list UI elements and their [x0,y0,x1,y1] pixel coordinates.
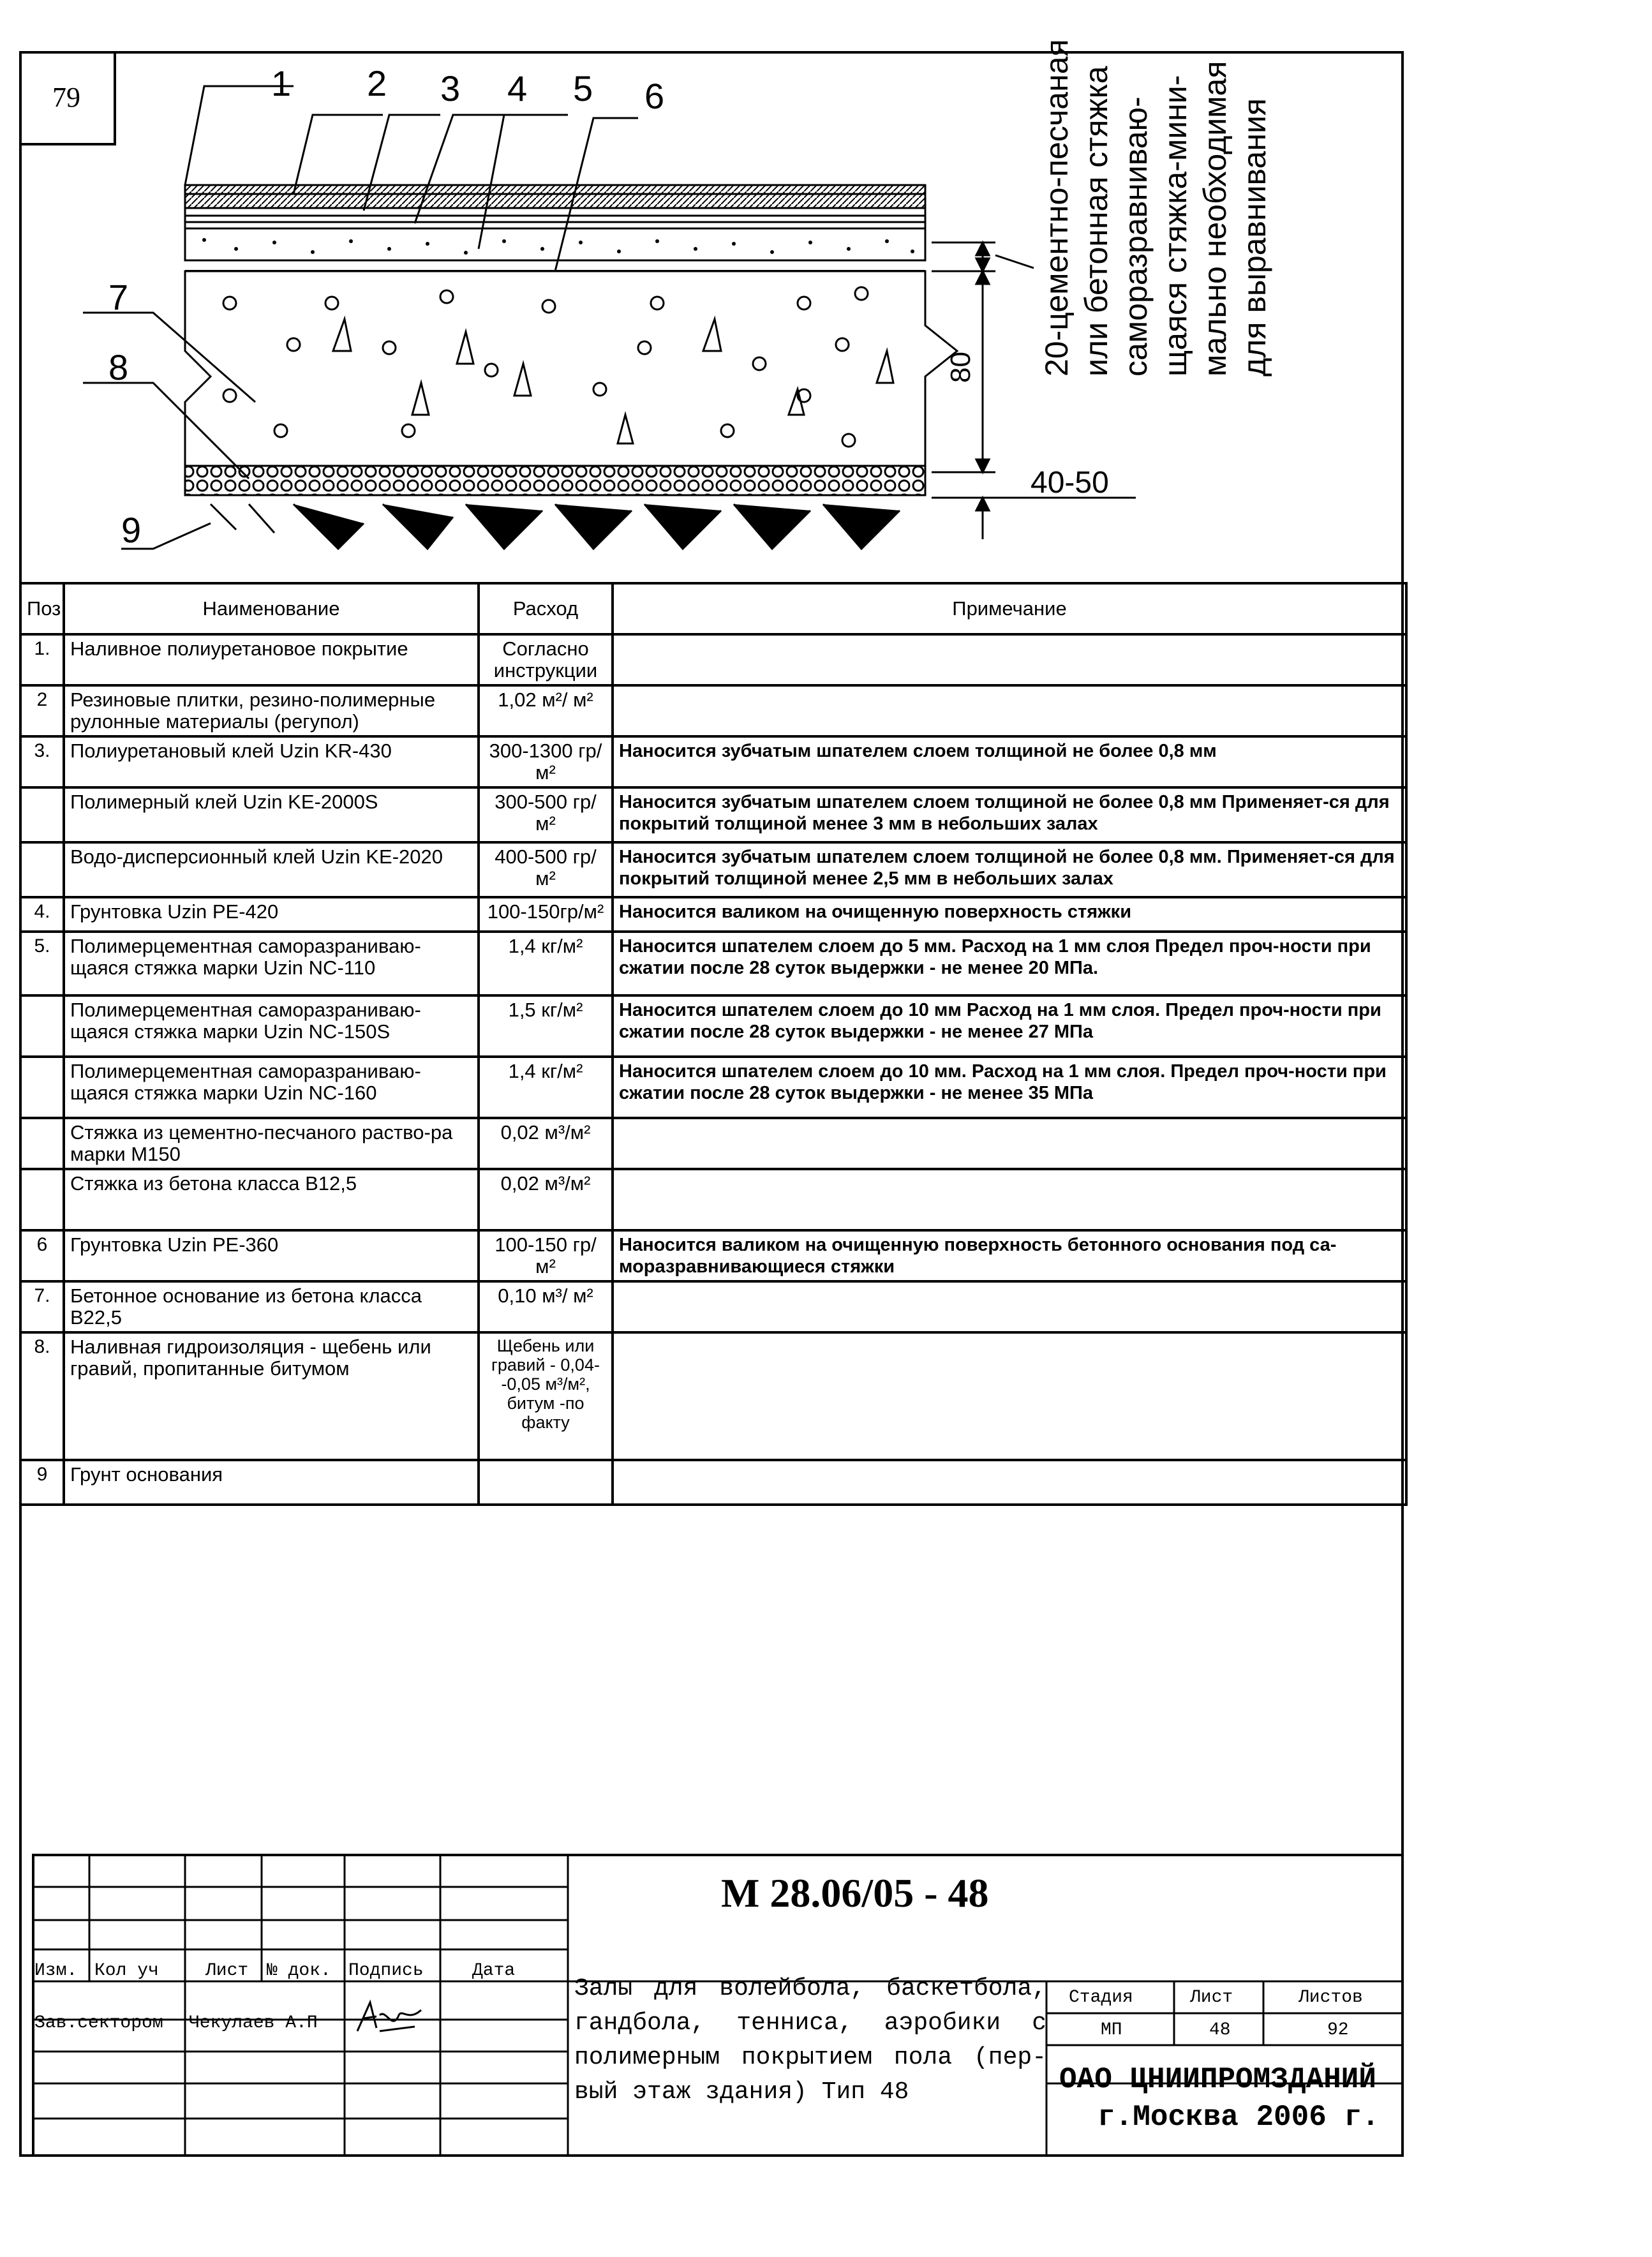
table-row [20,1281,1406,1332]
side-note-line: или бетонная стяжка [1078,66,1114,376]
dim-40-50: 40-50 [1031,466,1109,500]
table-row [20,634,1406,685]
row-rate: Щебень или гравий - 0,04--0,05 м³/м², битум -по факту [479,1332,613,1460]
row-name: Полиуретановый клей Uzin KR-430 [64,736,479,787]
label-9: 9 [121,510,142,550]
row-pos: 7. [20,1281,64,1332]
layer-3-adhesive [185,208,925,228]
sheets-value: 92 [1327,2020,1349,2040]
row-rate: 100-150 гр/м² [479,1230,613,1281]
stage-header: Стадия [1069,1988,1133,2007]
col-ndoc: № док. [267,1961,331,1981]
side-note [1037,39,1272,376]
row-note [613,685,1406,736]
table-row [20,1460,1406,1505]
label-4: 4 [507,68,528,108]
row-name: Полимерцементная саморазраниваю-щаяся стяжка марки Uzin NC-160 [64,1057,479,1118]
row-note: Наносится валиком на очищенную поверхность бетонного основания под са-моразравнивающиеся стяжки [613,1230,1406,1281]
row-pos: 5. [20,932,64,995]
org-name: ОАО ЦНИИПРОМЗДАНИЙ [1059,2063,1376,2096]
label-5: 5 [573,68,593,108]
table-row [20,736,1406,787]
table-row [20,842,1406,897]
table-row [20,1230,1406,1281]
row-name: Полимерцементная саморазраниваю-щаяся стяжка марки Uzin NC-110 [64,932,479,995]
row-note: Наносится зубчатым шпателем слоем толщиной не более 0,8 мм [613,736,1406,787]
dim-80: 80 [945,352,976,383]
label-6: 6 [644,76,665,116]
row-pos [20,1057,64,1118]
row-rate: 0,02 м³/м² [479,1169,613,1230]
row-pos: 1. [20,634,64,685]
row-rate: 0,02 м³/м² [479,1118,613,1169]
row-note [613,1332,1406,1460]
spec-table [19,582,1408,1506]
layer-2-rubber [185,194,925,208]
table-row [20,787,1406,842]
label-8: 8 [108,347,129,387]
row-pos: 8. [20,1332,64,1460]
sheet-header: Лист [1190,1988,1233,2007]
row-rate [479,1460,613,1505]
row-rate: 1,4 кг/м² [479,932,613,995]
label-7: 7 [108,277,129,317]
row-pos: 3. [20,736,64,787]
table-row [20,1332,1406,1460]
table-row [20,1057,1406,1118]
row-name: Грунтовка Uzin PE-360 [64,1230,479,1281]
table-row [20,995,1406,1057]
row-pos [20,842,64,897]
row-note: Наносится зубчатым шпателем слоем толщиной не более 0,8 мм. Применяет-ся для покрытий толщиной менее 2,5 мм в небольших залах [613,842,1406,897]
row-note: Наносится шпателем слоем до 10 мм. Расход на 1 мм слоя. Предел проч-ности при сжатии после 28 суток выдержки - не менее 35 МПа [613,1057,1406,1118]
spec-header-row [20,583,1406,634]
drawing-title: Залы для волейбола, баскетбола, гандбола, тенниса, аэробики с полимерным покрытием пола (пер-вый этаж здания) Тип 48 [574,1975,1046,2106]
layer-5-screed [185,228,925,260]
row-pos [20,1169,64,1230]
col-list: Лист [205,1961,249,1981]
row-note [613,634,1406,685]
row-note: Наносится зубчатым шпателем слоем толщиной не более 0,8 мм Применяет-ся для покрытий толщиной менее 3 мм в небольших залах [613,787,1406,842]
row-rate: 1,02 м²/ м² [479,685,613,736]
row-name: Стяжка из цементно-песчаного раство-ра марки М150 [64,1118,479,1169]
role-label: Зав.сектором [34,2013,163,2033]
row-name: Полимерный клей Uzin KE-2000S [64,787,479,842]
label-3: 3 [440,68,461,108]
row-name: Грунт основания [64,1460,479,1505]
row-pos: 6 [20,1230,64,1281]
org-city-year: г.Москва 2006 г. [1098,2101,1380,2134]
row-name: Резиновые плитки, резино-полимерные рулонные материалы (регупол) [64,685,479,736]
col-data: Дата [472,1961,516,1981]
row-rate: 1,4 кг/м² [479,1057,613,1118]
row-name: Наливная гидроизоляция - щебень или гравий, пропитанные битумом [64,1332,479,1460]
row-note [613,1118,1406,1169]
side-note-line: мально необходимая [1197,61,1233,376]
label-2: 2 [367,63,387,103]
row-rate: 300-1300 гр/м² [479,736,613,787]
row-name: Стяжка из бетона класса В12,5 [64,1169,479,1230]
row-pos: 2 [20,685,64,736]
page-number: 79 [19,51,116,145]
row-note: Наносится шпателем слоем до 10 мм Расход на 1 мм слоя. Предел проч-ности при сжатии после 28 суток выдержки - не менее 27 МПа [613,995,1406,1057]
row-rate: 300-500 гр/м² [479,787,613,842]
header-pos: Поз [20,583,64,634]
row-name: Полимерцементная саморазраниваю-щаяся стяжка марки Uzin NC-150S [64,995,479,1057]
side-note-line: 20-цементно-песчаная [1039,39,1075,376]
header-note: Примечание [613,583,1406,634]
row-rate: 100-150гр/м² [479,897,613,932]
row-note: Наносится валиком на очищенную поверхность стяжки [613,897,1406,932]
signature [354,1996,424,2041]
sheets-header: Листов [1299,1988,1363,2007]
side-note-line: щаяся стяжка-мини- [1157,75,1193,376]
row-pos [20,1118,64,1169]
row-note [613,1169,1406,1230]
layer-8-gravel [185,466,925,495]
col-podpis: Подпись [348,1961,424,1981]
stage-value: МП [1101,2020,1122,2040]
row-note [613,1460,1406,1505]
side-note-line: саморазравниваю- [1118,96,1154,376]
table-row [20,1169,1406,1230]
table-row [20,897,1406,932]
row-pos: 4. [20,897,64,932]
table-row [20,1118,1406,1169]
row-name: Грунтовка Uzin PE-420 [64,897,479,932]
person-name: Чекулаев А.П [189,2013,318,2033]
row-name: Водо-дисперсионный клей Uzin KE-2020 [64,842,479,897]
row-rate: 0,10 м³/ м² [479,1281,613,1332]
row-rate: 1,5 кг/м² [479,995,613,1057]
table-row [20,685,1406,736]
layer-9-soil [211,504,900,549]
row-note: Наносится шпателем слоем до 5 мм. Расход на 1 мм слоя Предел проч-ности при сжатии после 28 суток выдержки - не менее 20 МПа. [613,932,1406,995]
row-rate: 400-500 гр/м² [479,842,613,897]
layer-7-concrete [185,271,957,466]
side-note-line: для выравнивания [1237,98,1272,376]
row-pos: 9 [20,1460,64,1505]
col-izm: Изм. [34,1961,78,1981]
floor-section-drawing [83,57,1136,581]
row-rate: Согласно инструкции [479,634,613,685]
header-name: Наименование [64,583,479,634]
row-note [613,1281,1406,1332]
row-pos [20,995,64,1057]
sheet-value: 48 [1209,2020,1231,2040]
table-row [20,932,1406,995]
label-1: 1 [271,63,292,103]
doc-code: М 28.06/05 - 48 [721,1870,989,1916]
row-pos [20,787,64,842]
row-name: Бетонное основание из бетона класса В22,5 [64,1281,479,1332]
col-kol: Кол уч [94,1961,159,1981]
row-name: Наливное полиуретановое покрытие [64,634,479,685]
header-rate: Расход [479,583,613,634]
